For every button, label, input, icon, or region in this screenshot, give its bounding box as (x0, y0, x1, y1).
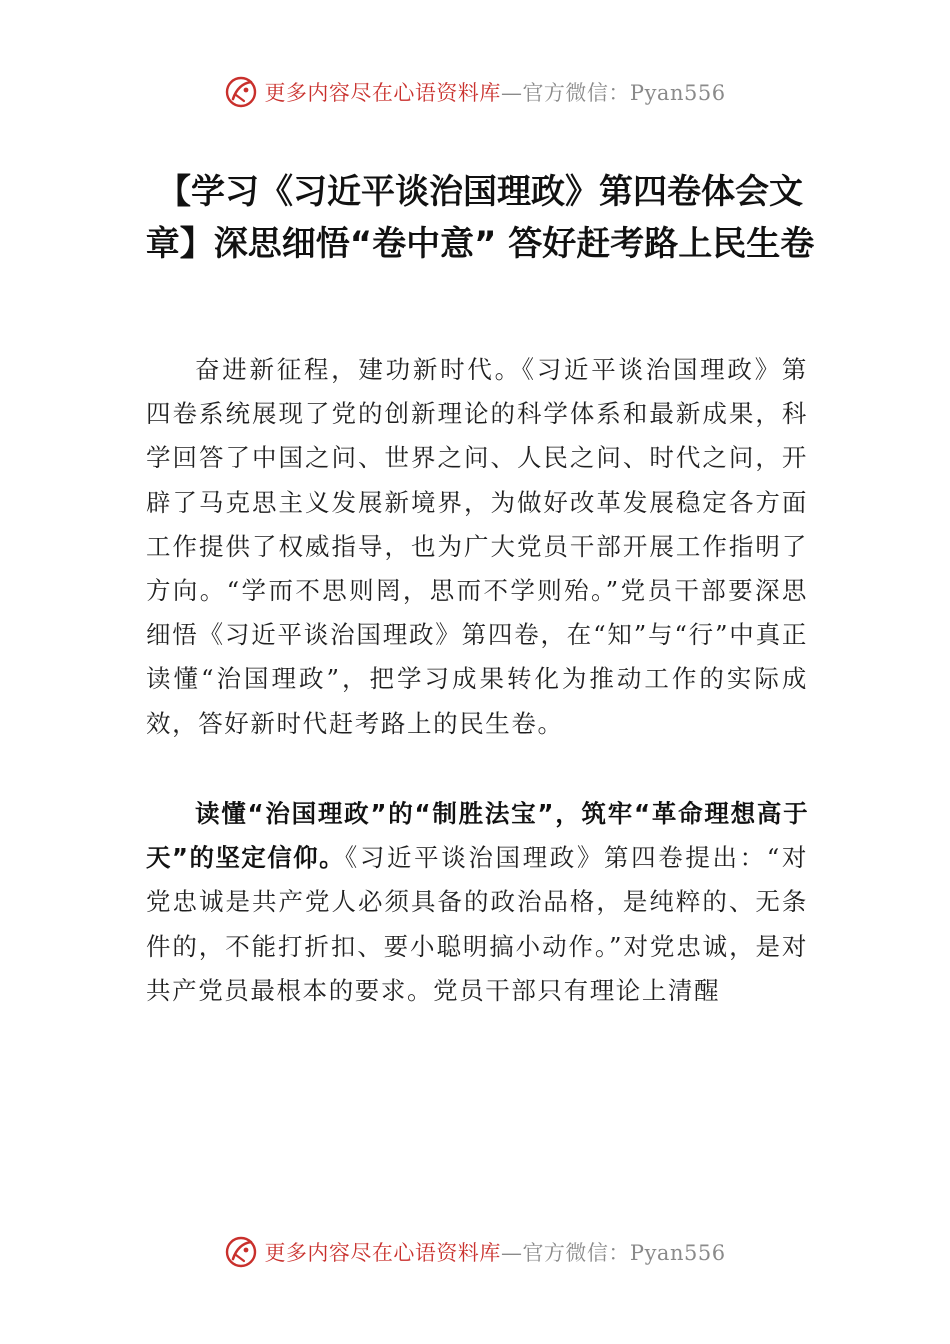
document-title: 【学习《习近平谈治国理政》第四卷体会文章】深思细悟“卷中意” 答好赶考路上民生卷 (145, 172, 815, 264)
paragraph-1 (146, 348, 808, 746)
paragraph-2-lead: 读懂“治国理政”的“制胜法宝”，筑牢“革命理想高于天”的坚定信仰。 (146, 799, 808, 873)
header-banner-red: 更多内容尽在心语资料库 (264, 81, 501, 105)
footer-banner-red: 更多内容尽在心语资料库 (264, 1241, 501, 1265)
footer-banner-text (264, 1237, 725, 1267)
paragraph-2 (146, 792, 808, 1013)
header-banner-text (264, 77, 725, 107)
paragraph-2-body: 《习近平谈治国理政》第四卷提出：“对党忠诚是共产党人必须具备的政治品格，是纯粹的、无条件的，不能打折扣、要小聪明搞小动作。”对党忠诚，是对共产党员最根本的要求。党员干部只有理论上清醒 (146, 843, 808, 1005)
footer-banner (0, 1232, 950, 1272)
paragraph-1-body: 奋进新征程，建功新时代。《习近平谈治国理政》第四卷系统展现了党的创新理论的科学体系和最新成果，科学回答了中国之问、世界之问、人民之问、时代之问，开辟了马克思主义发展新境界，为做好改革发展稳定各方面工作提供了权威指导，也为广大党员干部开展工作指明了方向。“学而不思则罔，思而不学则殆。”党员干部要深思细悟《习近平谈治国理政》第四卷，在“知”与“行”中真正读懂“治国理政”，把学习成果转化为推动工作的实际成效，答好新时代赶考路上的民生卷。 (146, 355, 808, 738)
footer-banner-gray: —官方微信：Pyan556 (500, 1241, 726, 1265)
header-banner-gray: —官方微信：Pyan556 (500, 81, 726, 105)
brand-logo-icon (224, 1235, 258, 1269)
header-banner (0, 72, 950, 112)
brand-logo-icon (224, 75, 258, 109)
